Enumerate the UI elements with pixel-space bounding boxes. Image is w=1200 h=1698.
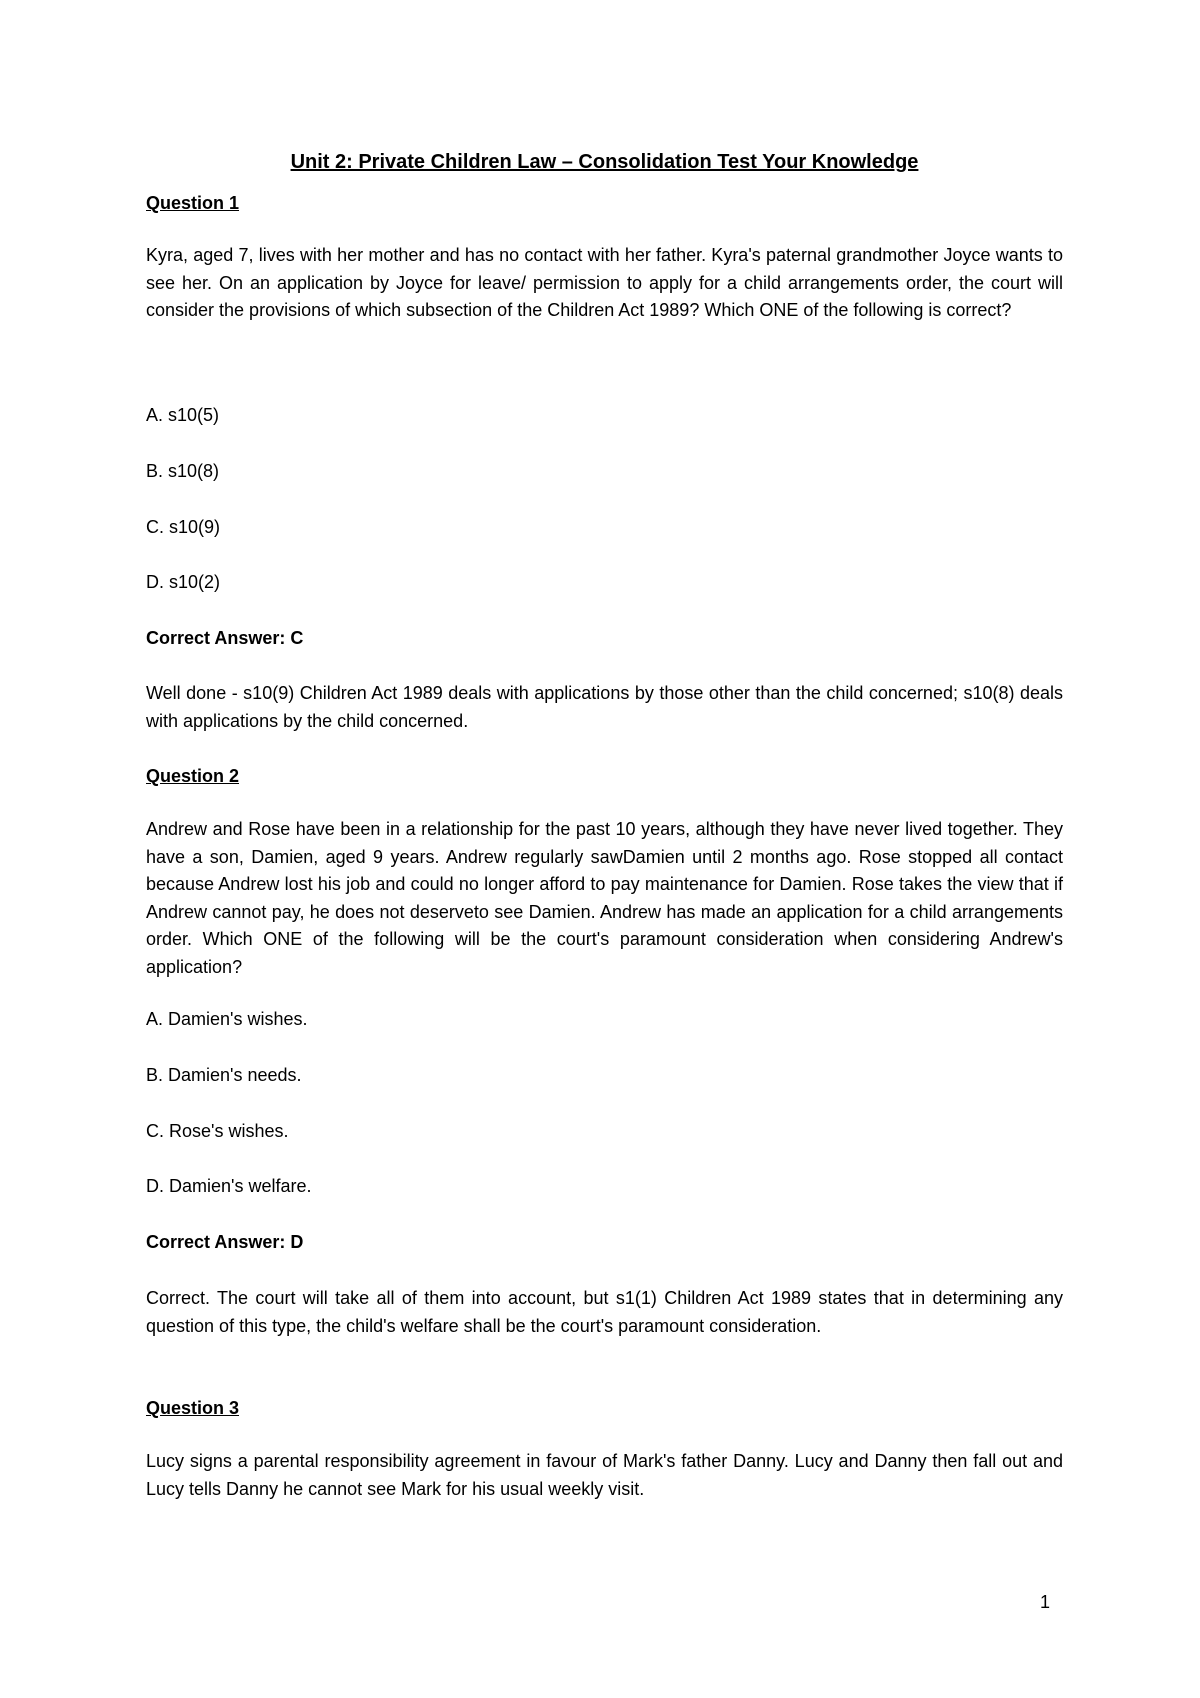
question-2-heading: Question 2 xyxy=(146,766,240,786)
question-2-body: Andrew and Rose have been in a relationship for the past 10 years, although they have never lived together. They have a son, Damien, aged 9 years. Andrew regularly sawDamien until 2 months ago. Rose stopped all contact because Andrew lost his job and could no longer afford to pay maintenance for Damien. Rose takes the view that if Andrew cannot pay, he does not deserveto see Damien. Andrew has made an application for a child arrangements order. Which ONE of the following will be the court's paramount consideration when considering Andrew's application? xyxy=(146,819,1063,977)
question-2-option-a: A. Damien's wishes. xyxy=(146,1009,308,1029)
question-2-option-d: D. Damien's welfare. xyxy=(146,1176,312,1196)
question-1-option-b: B. s10(8) xyxy=(146,461,220,481)
question-3-heading: Question 3 xyxy=(146,1398,240,1418)
question-2-feedback: Correct. The court will take all of them into account, but s1(1) Children Act 1989 states that in determining any question of this type, the child's welfare shall be the court's paramount consideration. xyxy=(146,1288,1063,1336)
question-1-correct-answer: Correct Answer: C xyxy=(146,628,304,648)
question-1-heading: Question 1 xyxy=(146,193,240,213)
document-title: Unit 2: Private Children Law – Consolidation Test Your Knowledge xyxy=(290,151,919,173)
question-2-option-c: C. Rose's wishes. xyxy=(146,1121,289,1141)
question-1-option-d: D. s10(2) xyxy=(146,572,221,592)
question-1-option-a: A. s10(5) xyxy=(146,405,220,425)
question-3-body: Lucy signs a parental responsibility agreement in favour of Mark's father Danny. Lucy and Danny then fall out and Lucy tells Danny he cannot see Mark for his usual weekly visit. xyxy=(146,1451,1063,1499)
page-number: 1 xyxy=(1040,1592,1051,1612)
question-1-body: Kyra, aged 7, lives with her mother and has no contact with her father. Kyra's paternal grandmother Joyce wants to see her. On an application by Joyce for leave/ permission to apply for a child arrangements order, the court will consider the provisions of which subsection of the Children Act 1989? Which ONE of the following is correct? xyxy=(146,245,1063,320)
question-2-correct-answer: Correct Answer: D xyxy=(146,1232,304,1252)
question-1-option-c: C. s10(9) xyxy=(146,517,221,537)
question-1-feedback: Well done - s10(9) Children Act 1989 deals with applications by those other than the child concerned; s10(8) deals with applications by the child concerned. xyxy=(146,683,1063,731)
question-2-option-b: B. Damien's needs. xyxy=(146,1065,302,1085)
